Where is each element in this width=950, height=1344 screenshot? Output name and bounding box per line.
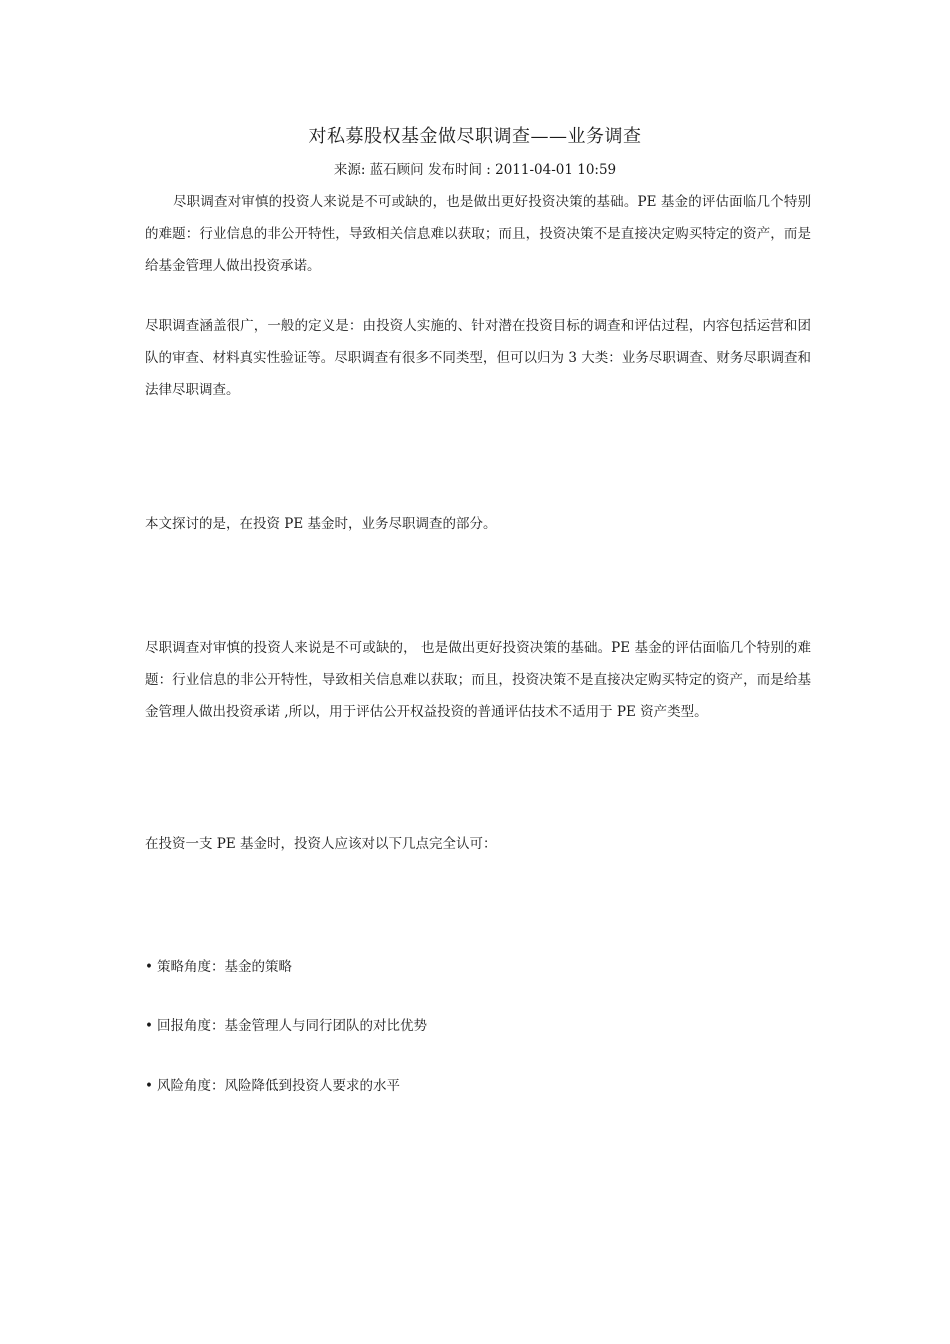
list-item-text: 策略角度：基金的策略 — [157, 959, 292, 975]
paragraph-intro: 尽职调查对审慎的投资人来说是不可或缺的，也是做出更好投资决策的基础。PE 基金的评估面临几个特别的难题：行业信息的非公开特性，导致相关信息难以获取；而且，投资决策不是直接决定购买特定的资产，而是给基金管理人做出投资承诺。 — [145, 194, 811, 274]
paragraph-challenges: 尽职调查对审慎的投资人来说是不可或缺的， 也是做出更好投资决策的基础。PE 基金的评估面临几个特别的难题：行业信息的非公开特性，导致相关信息难以获取；而且，投资决策不是直接决定购买特定的资产，而是给基金管理人做出投资承诺 ,所以，用于评估公开权益投资的普通评估技术不适用于 PE 资产类型。 — [145, 640, 811, 720]
list-item-text: 回报角度：基金管理人与同行团队的对比优势 — [157, 1018, 427, 1034]
paragraph-scope: 本文探讨的是，在投资 PE 基金时，业务尽职调查的部分。 — [145, 516, 497, 532]
article-meta: 来源: 蓝石顾问 发布时间 : 2011-04-01 10:59 — [333, 162, 617, 178]
bullet-icon: • — [145, 1078, 153, 1094]
paragraph-investor-points: 在投资一支 PE 基金时，投资人应该对以下几点完全认可： — [145, 836, 497, 852]
list-item-text: 风险角度：风险降低到投资人要求的水平 — [157, 1078, 400, 1094]
list-item — [145, 1075, 811, 1097]
paragraph-definition: 尽职调查涵盖很广，一般的定义是：由投资人实施的、针对潜在投资目标的调查和评估过程，内容包括运营和团队的审查、材料真实性验证等。尽职调查有很多不同类型，但可以归为 3 大类：业务尽职调查、财务尽职调查和法律尽职调查。 — [145, 318, 811, 398]
list-item — [145, 956, 811, 978]
bullet-icon: • — [145, 959, 153, 975]
list-item — [145, 1015, 811, 1037]
article-title: 对私募股权基金做尽职调查——业务调查 — [308, 126, 642, 147]
bullet-icon: • — [145, 1018, 153, 1034]
